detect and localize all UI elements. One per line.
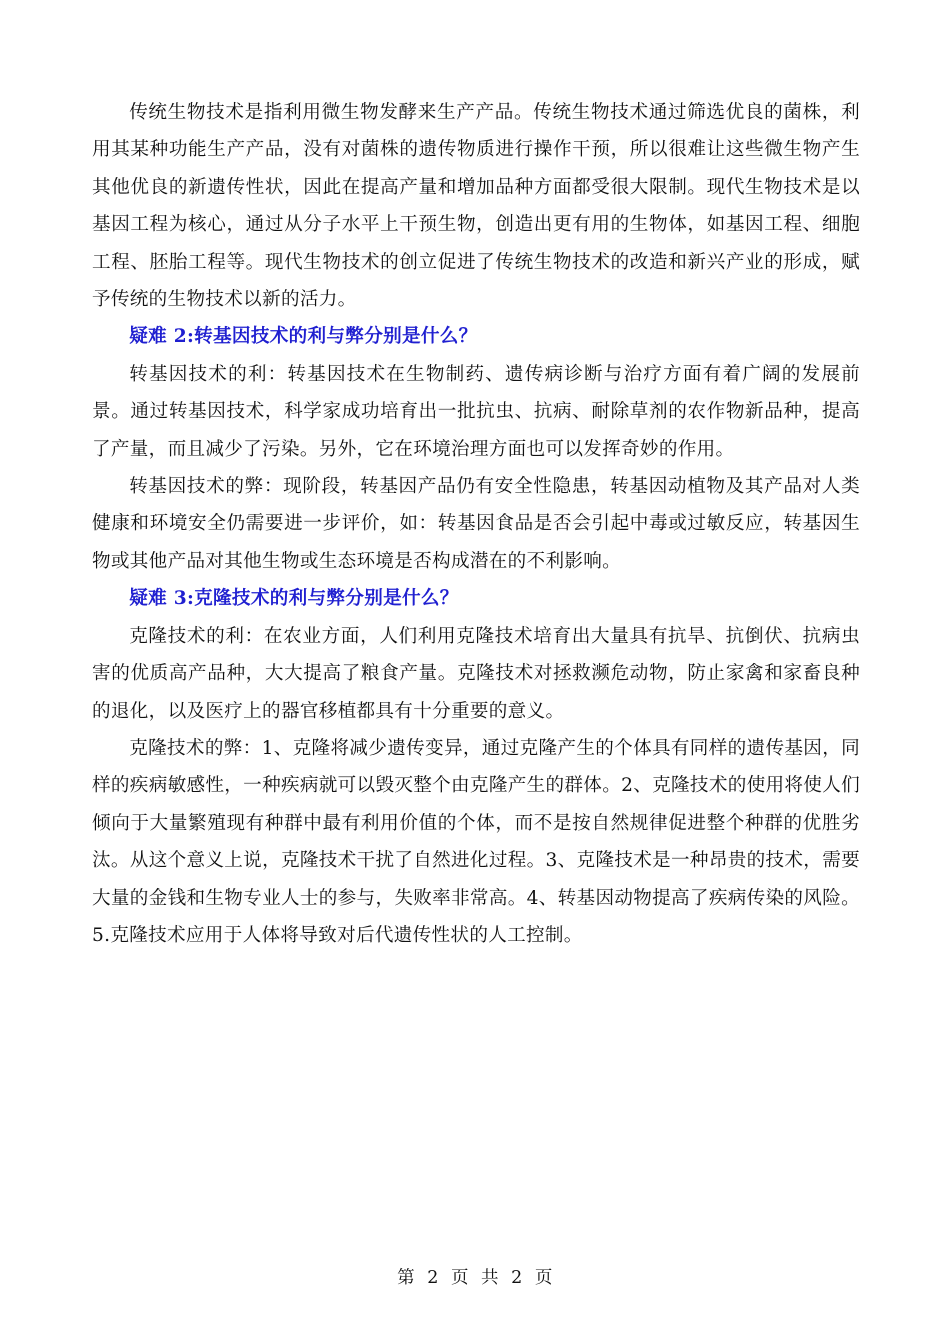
paragraph-traditional-biotech: 传统生物技术是指利用微生物发酵来生产产品。传统生物技术通过筛选优良的菌株，利用其某种功能生产产品，没有对菌株的遗传物质进行操作干预，所以很难让这些微生物产生其他优良的新遗传性状，因此在提高产量和增加品种方面都受很大限制。现代生物技术是以基因工程为核心，通过从分子水平上干预生物，创造出更有用的生物体，如基因工程、细胞工程、胚胎工程等。现代生物技术的创立促进了传统生物技术的改造和新兴产业的形成，赋予传统的生物技术以新的活力。	[92, 102, 860, 311]
heading-question-2: 疑难 2:转基因技术的利与弊分别是什么？	[129, 326, 478, 348]
paragraph-cloning-drawbacks: 克隆技术的弊：1、克隆将减少遗传变异，通过克隆产生的个体具有同样的遗传基因，同样的疾病敏感性，一种疾病就可以毁灭整个由克隆产生的群体。2、克隆技术的使用将使人们倾向于大量繁殖现有种群中最有利用价值的个体，而不是按自然规律促进整个种群的优胜劣汰。从这个意义上说，克隆技术干扰了自然进化过程。3、克隆技术是一种昂贵的技术，需要大量的金钱和生物专业人士的参与，失败率非常高。4、转基因动物提高了疾病传染的风险。 5.克隆技术应用于人体将导致对后代遗传性状的人工控制。	[92, 737, 860, 946]
paragraph-cloning-benefits: 克隆技术的利：在农业方面，人们利用克隆技术培育出大量具有抗旱、抗倒伏、抗病虫害的优质高产品种，大大提高了粮食产量。克隆技术对拯救濒危动物，防止家禽和家畜良种的退化，以及医疗上的器官移植都具有十分重要的意义。	[92, 625, 860, 722]
page-footer	[0, 1264, 950, 1289]
paragraph-transgenic-drawbacks: 转基因技术的弊：现阶段，转基因产品仍有安全性隐患，转基因动植物及其产品对人类健康和环境安全仍需要进一步评价，如：转基因食品是否会引起中毒或过敏反应，转基因生物或其他产品对其他生物或生态环境是否构成潜在的不利影响。	[92, 476, 860, 572]
footer-page-number: 2	[427, 1268, 439, 1288]
footer-total-unit: 页	[534, 1268, 553, 1288]
footer-total-pages: 2	[511, 1268, 523, 1288]
document-body	[92, 94, 860, 954]
footer-total-prefix: 共	[481, 1268, 500, 1288]
heading-question-3: 疑难 3:克隆技术的利与弊分别是什么？	[129, 588, 459, 610]
footer-prefix: 第	[397, 1268, 416, 1288]
paragraph-transgenic-benefits: 转基因技术的利：转基因技术在生物制药、遗传病诊断与治疗方面有着广阔的发展前景。通过转基因技术，科学家成功培育出一批抗虫、抗病、耐除草剂的农作物新品种，提高了产量，而且减少了污染。另外，它在环境治理方面也可以发挥奇妙的作用。	[92, 363, 860, 460]
footer-page-unit: 页	[450, 1268, 469, 1288]
